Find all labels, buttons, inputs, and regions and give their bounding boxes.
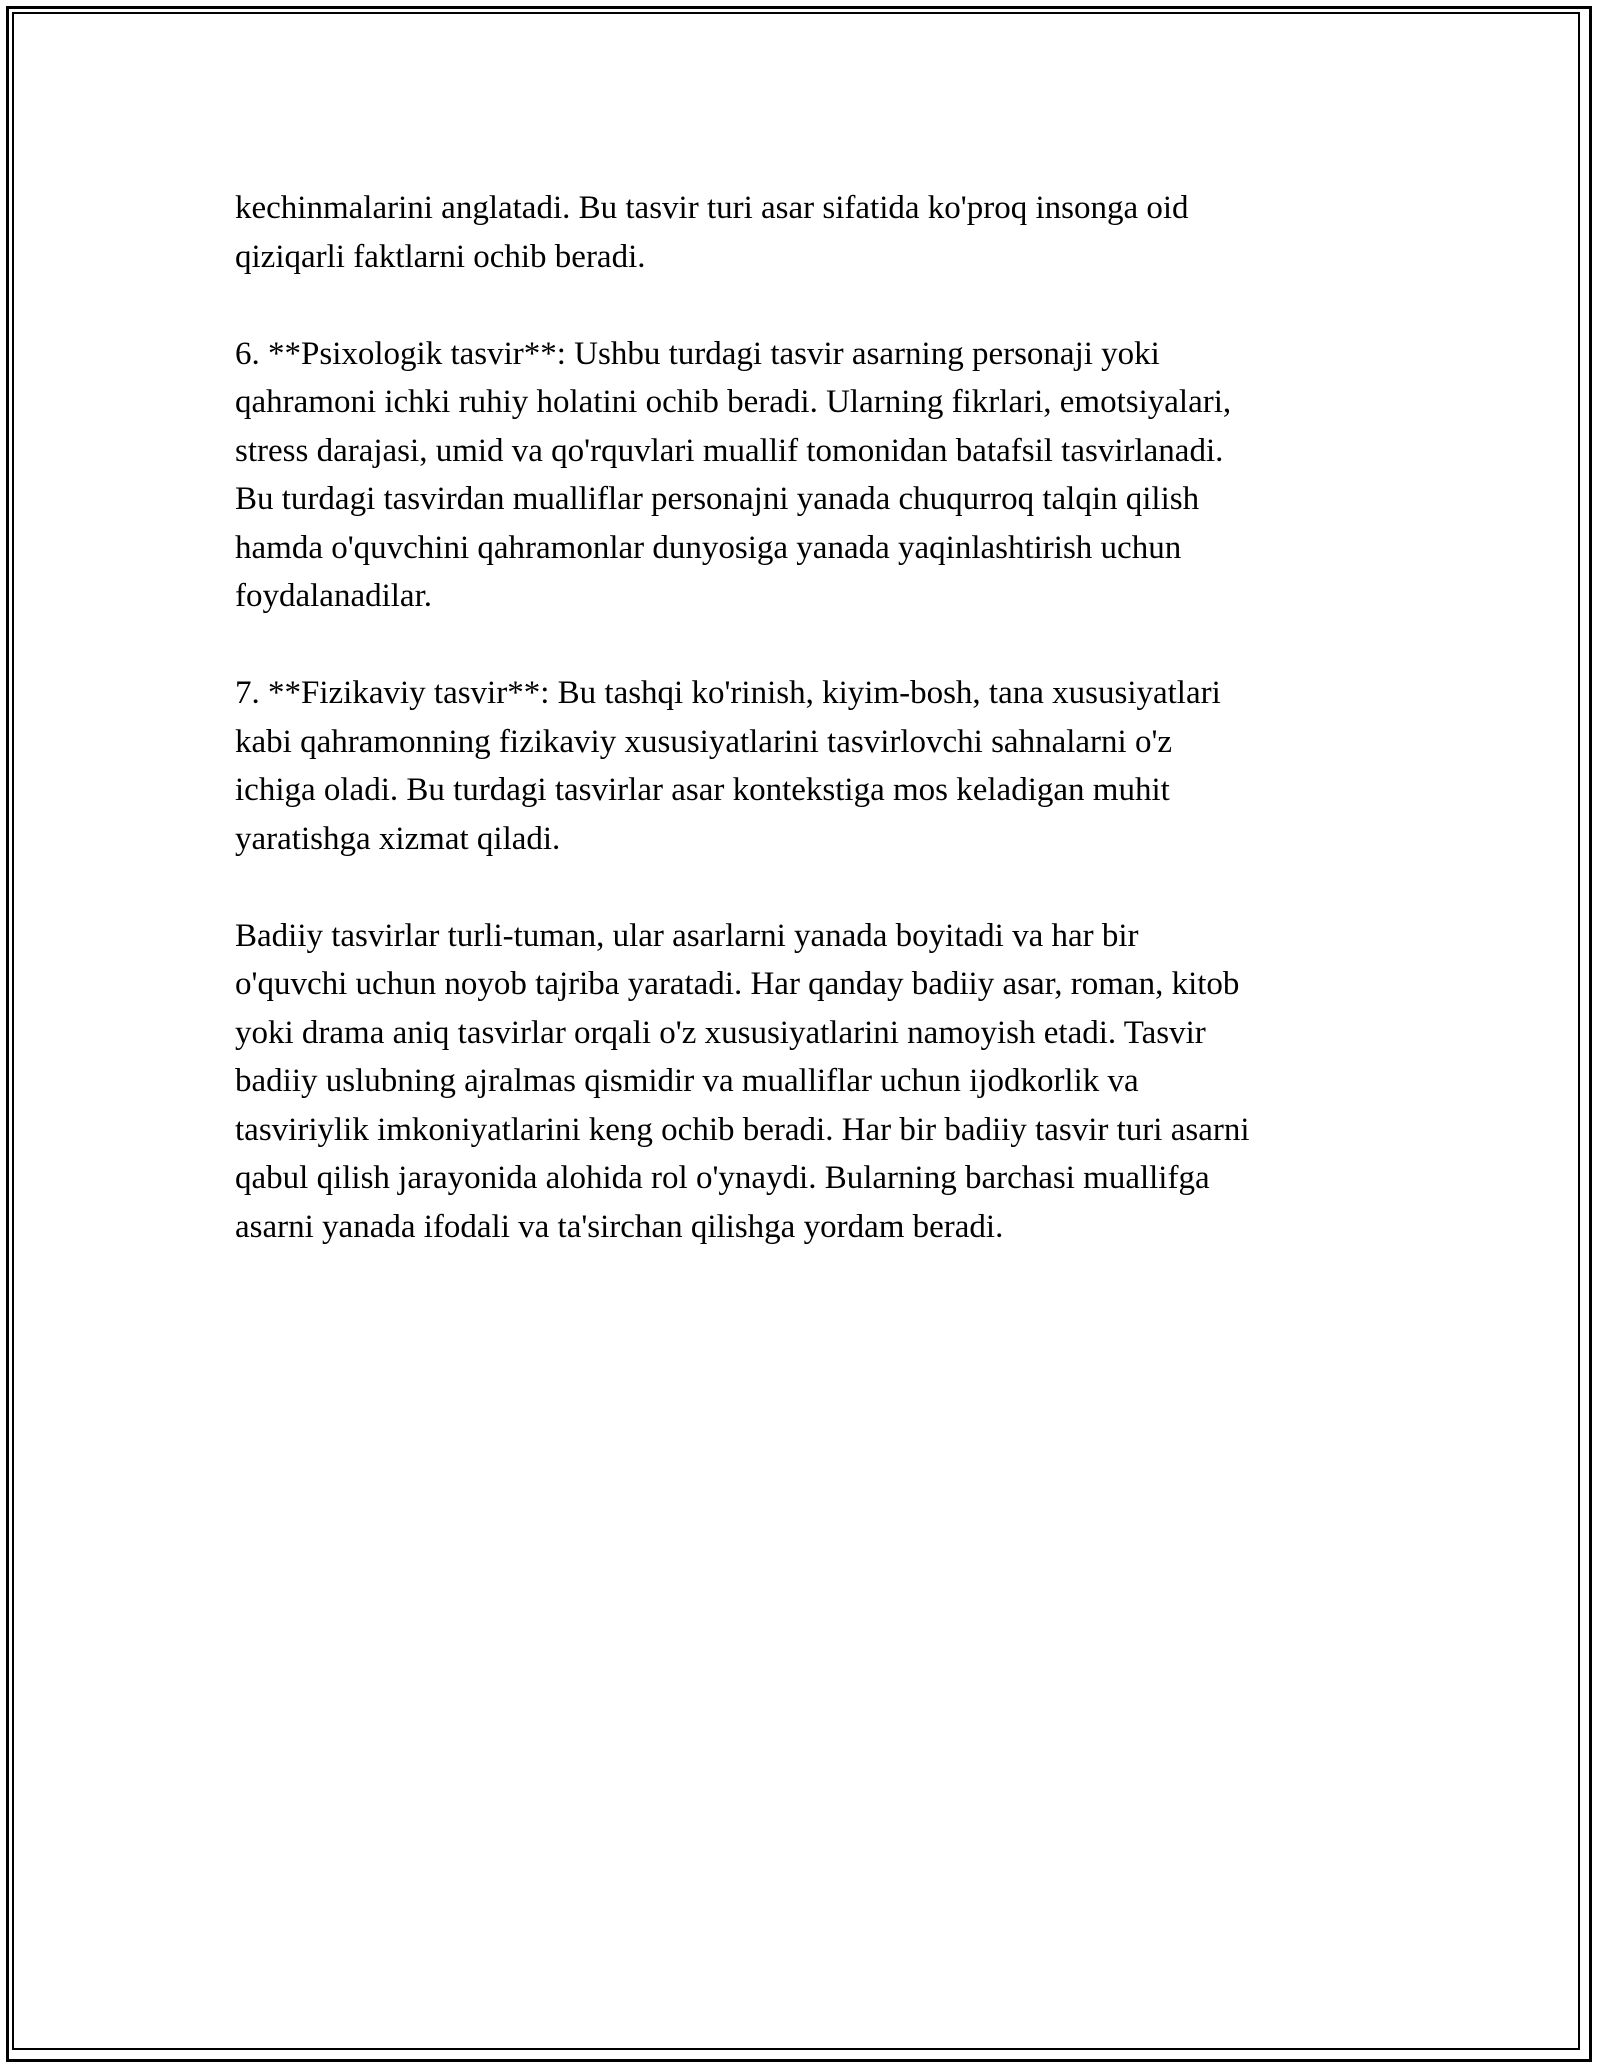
text-line: Badiiy tasvirlar turli-tuman, ular asarlarni yanada boyitadi va har bir bbox=[235, 917, 1139, 954]
text-line: foydalanadilar. bbox=[235, 578, 433, 614]
text-line: qahramoni ichki ruhiy holatini ochib beradi. Ularning fikrlari, emotsiyalari, bbox=[235, 384, 1232, 420]
text-line: 6. **Psixologik tasvir**: Ushbu turdagi tasvir asarning personaji yoki bbox=[235, 335, 1160, 372]
text-line: kechinmalarini anglatadi. Bu tasvir turi asar sifatida ko'proq insonga oid bbox=[235, 190, 1189, 226]
text-line: kabi qahramonning fizikaviy xususiyatlarini tasvirlovchi sahnalarni o'z bbox=[235, 723, 1173, 760]
text-line: qiziqarli faktlarni ochib beradi. bbox=[235, 238, 646, 275]
text-line: asarni yanada ifodali va ta'sirchan qilishga yordam beradi. bbox=[235, 1208, 1004, 1245]
text-line: tasviriylik imkoniyatlarini keng ochib beradi. Har bir badiiy tasvir turi asarni bbox=[235, 1111, 1250, 1148]
text-line: hamda o'quvchini qahramonlar dunyosiga yanada yaqinlashtirish uchun bbox=[235, 529, 1182, 566]
text-line: Bu turdagi tasvirdan mualliflar personajni yanada chuqurroq talqin qilish bbox=[235, 481, 1200, 517]
text-line: 7. **Fizikaviy tasvir**: Bu tashqi ko'rinish, kiyim-bosh, tana xususiyatlari bbox=[235, 675, 1221, 711]
paragraph-intro-continuation bbox=[235, 184, 1385, 281]
text-line: ichiga oladi. Bu turdagi tasvirlar asar kontekstiga mos keladigan muhit bbox=[235, 772, 1170, 808]
text-line: yaratishga xizmat qiladi. bbox=[235, 820, 561, 857]
paragraph-fizikaviy-tasvir bbox=[235, 669, 1385, 863]
paragraph-conclusion bbox=[235, 912, 1385, 1252]
paragraph-psixologik-tasvir bbox=[235, 330, 1385, 621]
text-line: stress darajasi, umid va qo'rquvlari muallif tomonidan batafsil tasvirlanadi. bbox=[235, 432, 1224, 469]
text-line: o'quvchi uchun noyob tajriba yaratadi. Har qanday badiiy asar, roman, kitob bbox=[235, 966, 1240, 1002]
document-body bbox=[235, 184, 1385, 1300]
text-line: qabul qilish jarayonida alohida rol o'ynaydi. Bularning barchasi muallifga bbox=[235, 1160, 1210, 1196]
text-line: badiiy uslubning ajralmas qismidir va mualliflar uchun ijodkorlik va bbox=[235, 1063, 1139, 1099]
text-line: yoki drama aniq tasvirlar orqali o'z xususiyatlarini namoyish etadi. Tasvir bbox=[235, 1014, 1206, 1051]
